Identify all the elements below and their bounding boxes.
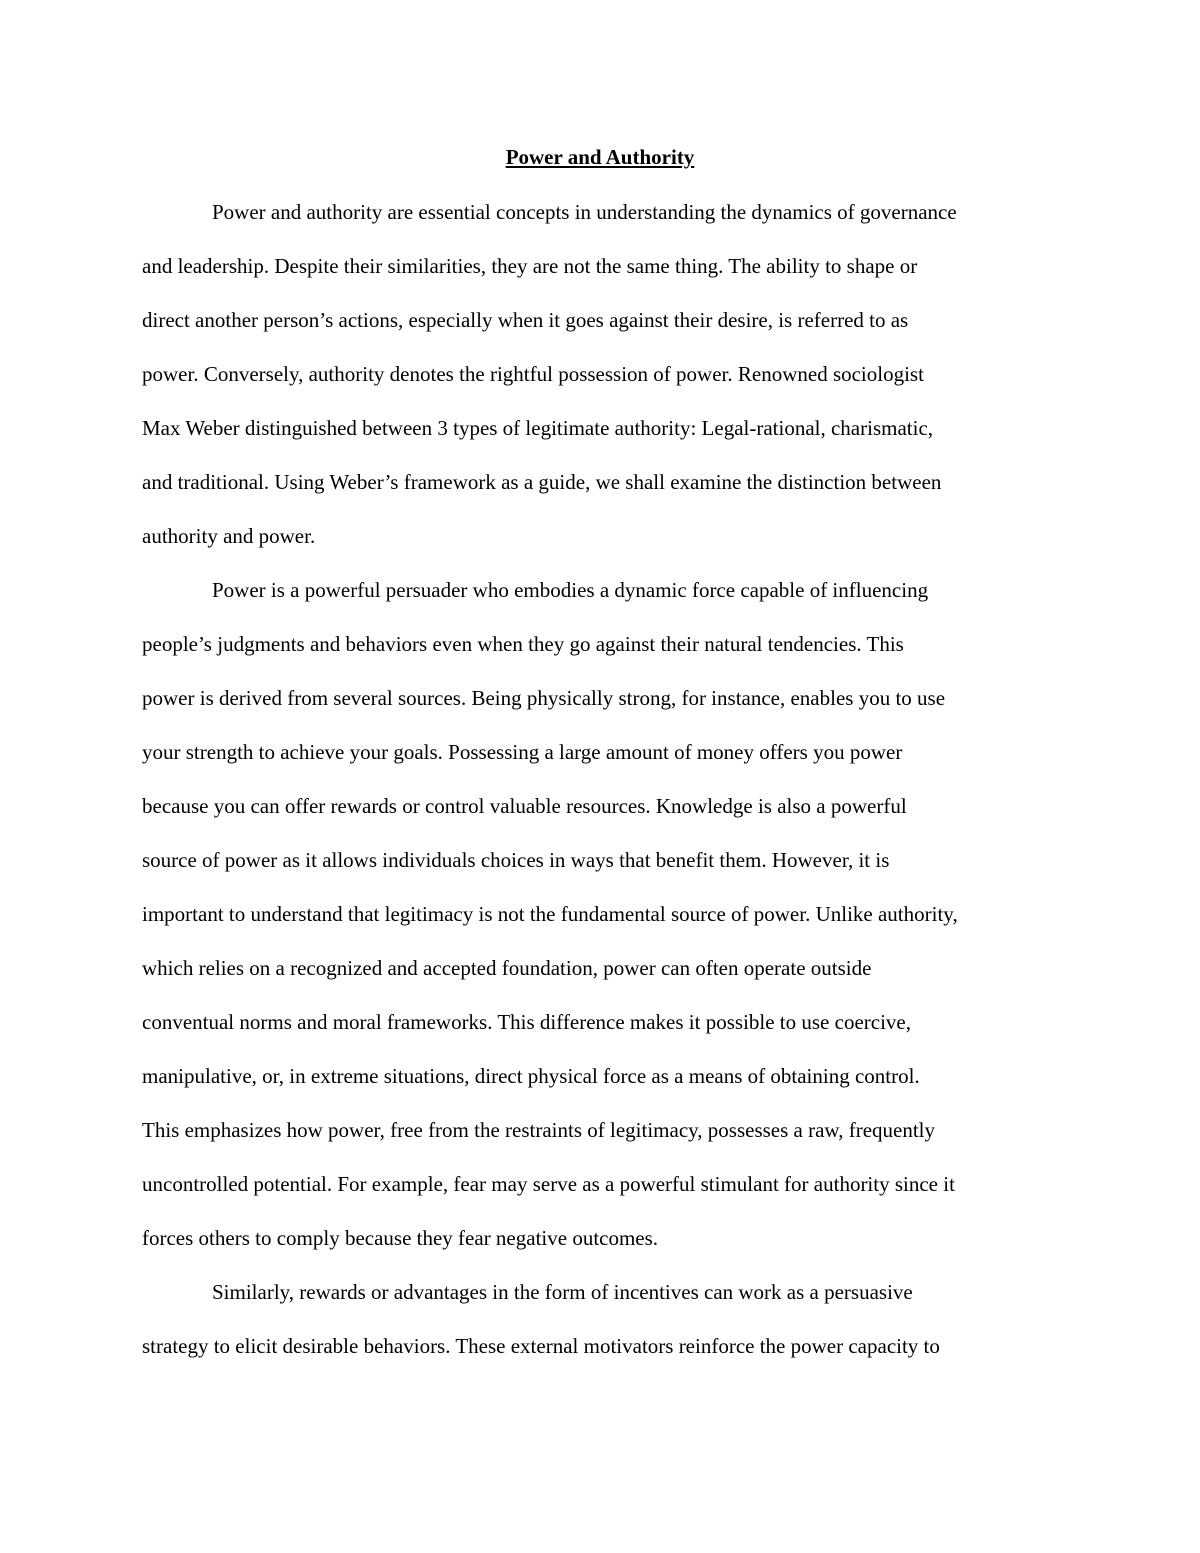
paragraph-3-line-1: Similarly, rewards or advantages in the form of incentives can work as a persuasive xyxy=(212,1280,913,1304)
paragraph-1-line-6: and traditional. Using Weber’s framework as a guide, we shall examine the distinction between xyxy=(142,470,942,494)
paragraph-2-line-10: manipulative, or, in extreme situations, direct physical force as a means of obtaining control. xyxy=(142,1064,920,1088)
paragraph-1-line-4: power. Conversely, authority denotes the rightful possession of power. Renowned sociologist xyxy=(142,362,924,386)
document-title: Power and Authority xyxy=(505,145,695,169)
paragraph-2-line-13: forces others to comply because they fear negative outcomes. xyxy=(142,1226,659,1250)
paragraph-1-line-1: Power and authority are essential concepts in understanding the dynamics of governance xyxy=(212,200,957,224)
paragraph-1-line-2: and leadership. Despite their similarities, they are not the same thing. The ability to shape or xyxy=(142,254,918,278)
paragraph-2-line-1: Power is a powerful persuader who embodies a dynamic force capable of influencing xyxy=(212,578,929,602)
paragraph-1-line-5: Max Weber distinguished between 3 types of legitimate authority: Legal-rational, charismatic, xyxy=(142,416,934,440)
paragraph-2-line-6: source of power as it allows individuals choices in ways that benefit them. However, it is xyxy=(142,848,890,872)
paragraph-2-line-2: people’s judgments and behaviors even when they go against their natural tendencies. This xyxy=(142,632,904,656)
paragraph-2-line-8: which relies on a recognized and accepted foundation, power can often operate outside xyxy=(142,956,872,980)
paragraph-2-line-12: uncontrolled potential. For example, fear may serve as a powerful stimulant for authority since it xyxy=(142,1172,955,1196)
paragraph-2-line-3: power is derived from several sources. Being physically strong, for instance, enables you to use xyxy=(142,686,946,710)
paragraph-3-line-2: strategy to elicit desirable behaviors. These external motivators reinforce the power capacity to xyxy=(142,1334,940,1358)
paragraph-2-line-4: your strength to achieve your goals. Possessing a large amount of money offers you power xyxy=(142,740,903,764)
paragraph-1-line-3: direct another person’s actions, especially when it goes against their desire, is referred to as xyxy=(142,308,909,332)
paragraph-2-line-11: This emphasizes how power, free from the restraints of legitimacy, possesses a raw, frequently xyxy=(142,1118,936,1142)
paragraph-2-line-9: conventual norms and moral frameworks. This difference makes it possible to use coercive, xyxy=(142,1010,911,1034)
paragraph-2-line-7: important to understand that legitimacy is not the fundamental source of power. Unlike authority, xyxy=(142,902,958,926)
paragraph-1-line-7: authority and power. xyxy=(142,524,316,548)
paragraph-2-line-5: because you can offer rewards or control valuable resources. Knowledge is also a powerful xyxy=(142,794,907,818)
